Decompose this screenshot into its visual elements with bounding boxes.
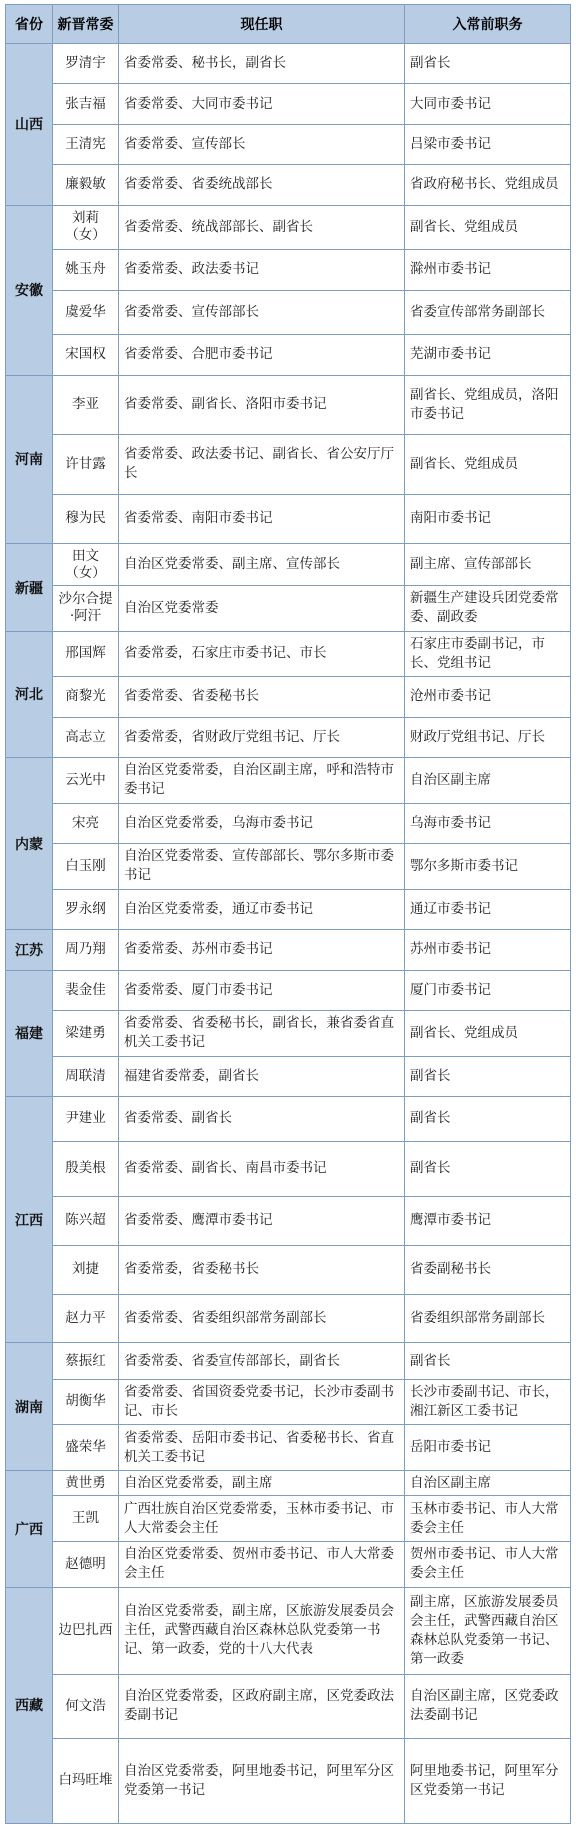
previous-post-cell: 自治区副主席 [405, 1470, 571, 1496]
previous-post-cell: 沧州市委书记 [405, 677, 571, 717]
header-province: 省份 [6, 5, 53, 44]
current-post-cell: 自治区党委常委，副主席 [119, 1470, 405, 1496]
current-post-cell: 自治区党委常委、副主席、宣传部长 [119, 544, 405, 585]
current-post-cell: 省委常委、宣传部长 [119, 124, 405, 164]
province-cell: 河南 [6, 375, 53, 544]
previous-post-cell: 厦门市委书记 [405, 970, 571, 1010]
previous-post-cell: 乌海市委书记 [405, 803, 571, 843]
table-row [6, 758, 571, 804]
member-table [5, 4, 571, 1824]
previous-post-cell: 吕梁市委书记 [405, 124, 571, 164]
name-cell: 廉毅敏 [53, 165, 119, 205]
current-post-cell: 省委常委、副省长、洛阳市委书记 [119, 375, 405, 435]
table-row [6, 677, 571, 717]
name-cell: 边巴扎西 [53, 1587, 119, 1674]
previous-post-cell: 南阳市委书记 [405, 494, 571, 544]
previous-post-cell: 副省长、党组成员 [405, 1010, 571, 1056]
name-cell: 王凯 [53, 1496, 119, 1542]
name-cell: 商黎光 [53, 677, 119, 717]
name-cell: 沙尔合提·阿汗 [53, 585, 119, 631]
previous-post-cell: 贺州市委书记、市人大常委会主任 [405, 1542, 571, 1588]
table-row [6, 1674, 571, 1738]
current-post-cell: 省委常委、厦门市委书记 [119, 970, 405, 1010]
table-row [6, 970, 571, 1010]
name-cell: 梁建勇 [53, 1010, 119, 1056]
previous-post-cell: 省委宣传部常务副部长 [405, 290, 571, 335]
name-cell: 虞爱华 [53, 290, 119, 335]
previous-post-cell: 滁州市委书记 [405, 250, 571, 290]
name-cell: 刘捷 [53, 1245, 119, 1294]
current-post-cell: 省委常委、苏州市委书记 [119, 930, 405, 970]
name-cell: 胡衡华 [53, 1379, 119, 1425]
current-post-cell: 省委常委、统战部部长、副省长 [119, 205, 405, 250]
current-post-cell: 省委常委、省委秘书长 [119, 677, 405, 717]
table-row [6, 435, 571, 495]
table-row [6, 1379, 571, 1425]
name-cell: 陈兴超 [53, 1196, 119, 1245]
previous-post-cell: 副省长 [405, 1056, 571, 1096]
previous-post-cell: 副省长 [405, 1343, 571, 1379]
current-post-cell: 自治区党委常委、宣传部部长、鄂尔多斯市委书记 [119, 844, 405, 890]
current-post-cell: 自治区党委常委，乌海市委书记 [119, 803, 405, 843]
province-cell: 广西 [6, 1470, 53, 1587]
header-row [6, 5, 571, 44]
name-cell: 赵力平 [53, 1294, 119, 1343]
current-post-cell: 自治区党委常委，区政府副主席，区党委政法委副书记 [119, 1674, 405, 1738]
previous-post-cell: 省委组织部常务副部长 [405, 1294, 571, 1343]
previous-post-cell: 省政府秘书长、党组成员 [405, 165, 571, 205]
current-post-cell: 福建省委常委，副省长 [119, 1056, 405, 1096]
name-cell: 姚玉舟 [53, 250, 119, 290]
current-post-cell: 省委常委，石家庄市委书记、市长 [119, 631, 405, 677]
current-post-cell: 省委常委、岳阳市委书记、省委秘书长、省直机关工委书记 [119, 1425, 405, 1471]
current-post-cell: 省委常委、秘书长，副省长 [119, 44, 405, 84]
current-post-cell: 自治区党委常委，通辽市委书记 [119, 889, 405, 929]
table-row [6, 1245, 571, 1294]
province-cell: 山西 [6, 44, 53, 206]
current-post-cell: 省委常委、大同市委书记 [119, 84, 405, 124]
table-row [6, 889, 571, 929]
table-row [6, 1542, 571, 1588]
previous-post-cell: 大同市委书记 [405, 84, 571, 124]
current-post-cell: 省委常委、鹰潭市委书记 [119, 1196, 405, 1245]
table-row [6, 585, 571, 631]
previous-post-cell: 副省长、党组成员，洛阳市委书记 [405, 375, 571, 435]
name-cell: 高志立 [53, 717, 119, 757]
table-body [6, 44, 571, 1824]
previous-post-cell: 苏州市委书记 [405, 930, 571, 970]
province-cell: 福建 [6, 970, 53, 1096]
name-cell: 穆为民 [53, 494, 119, 544]
previous-post-cell: 副省长 [405, 44, 571, 84]
previous-post-cell: 副省长、党组成员 [405, 435, 571, 495]
previous-post-cell: 副省长 [405, 1141, 571, 1196]
name-cell: 尹建业 [53, 1096, 119, 1141]
current-post-cell: 省委常委，省委秘书长 [119, 1245, 405, 1294]
table-row [6, 930, 571, 970]
previous-post-cell: 芜湖市委书记 [405, 335, 571, 375]
name-cell: 白玛旺堆 [53, 1738, 119, 1823]
table-row [6, 44, 571, 84]
header-previous: 入常前职务 [405, 5, 571, 44]
table-row [6, 1587, 571, 1674]
table-row [6, 250, 571, 290]
name-cell: 何文浩 [53, 1674, 119, 1738]
name-cell: 裴金佳 [53, 970, 119, 1010]
province-cell: 江苏 [6, 930, 53, 970]
previous-post-cell: 鄂尔多斯市委书记 [405, 844, 571, 890]
previous-post-cell: 自治区副主席，区党委政法委副书记 [405, 1674, 571, 1738]
table-row [6, 1056, 571, 1096]
previous-post-cell: 自治区副主席 [405, 758, 571, 804]
table-row [6, 544, 571, 585]
table-row [6, 1010, 571, 1056]
header-current: 现任职 [119, 5, 405, 44]
province-cell: 新疆 [6, 544, 53, 631]
current-post-cell: 自治区党委常委，自治区副主席，呼和浩特市委书记 [119, 758, 405, 804]
name-cell: 宋亮 [53, 803, 119, 843]
previous-post-cell: 副主席，区旅游发展委员会主任，武警西藏自治区森林总队党委第一书记、第一政委 [405, 1587, 571, 1674]
table-row [6, 165, 571, 205]
previous-post-cell: 石家庄市委副书记，市长、党组书记 [405, 631, 571, 677]
table-row [6, 803, 571, 843]
current-post-cell: 省委常委、省委组织部常务副部长 [119, 1294, 405, 1343]
current-post-cell: 自治区党委常委，阿里地委书记，阿里军分区党委第一书记 [119, 1738, 405, 1823]
name-cell: 王清宪 [53, 124, 119, 164]
name-cell: 盛荣华 [53, 1425, 119, 1471]
table-row [6, 1470, 571, 1496]
province-cell: 江西 [6, 1096, 53, 1343]
table-row [6, 1738, 571, 1823]
previous-post-cell: 通辽市委书记 [405, 889, 571, 929]
table-row [6, 124, 571, 164]
name-cell: 田文（女） [53, 544, 119, 585]
current-post-cell: 省委常委，省财政厅党组书记、厅长 [119, 717, 405, 757]
name-cell: 云光中 [53, 758, 119, 804]
province-cell: 湖南 [6, 1343, 53, 1471]
name-cell: 蔡振红 [53, 1343, 119, 1379]
previous-post-cell: 长沙市委副书记、市长，湘江新区工委书记 [405, 1379, 571, 1425]
current-post-cell: 省委常委、政法委书记、副省长、省公安厅厅长 [119, 435, 405, 495]
current-post-cell: 自治区党委常委 [119, 585, 405, 631]
province-cell: 西藏 [6, 1587, 53, 1823]
name-cell: 宋国权 [53, 335, 119, 375]
previous-post-cell: 财政厅党组书记、厅长 [405, 717, 571, 757]
table-row [6, 631, 571, 677]
table-row [6, 1196, 571, 1245]
name-cell: 黄世勇 [53, 1470, 119, 1496]
province-cell: 河北 [6, 631, 53, 757]
table-row [6, 494, 571, 544]
previous-post-cell: 副省长、党组成员 [405, 205, 571, 250]
current-post-cell: 省委常委、副省长 [119, 1096, 405, 1141]
table-row [6, 717, 571, 757]
table-row [6, 1141, 571, 1196]
table-row [6, 375, 571, 435]
current-post-cell: 省委常委、省委宣传部部长，副省长 [119, 1343, 405, 1379]
name-cell: 赵德明 [53, 1542, 119, 1588]
previous-post-cell: 新疆生产建设兵团党委常委、副政委 [405, 585, 571, 631]
province-cell: 内蒙 [6, 758, 53, 930]
name-cell: 许甘露 [53, 435, 119, 495]
previous-post-cell: 阿里地委书记，阿里军分区党委第一书记 [405, 1738, 571, 1823]
name-cell: 刘莉（女） [53, 205, 119, 250]
table-header [6, 5, 571, 44]
name-cell: 张吉福 [53, 84, 119, 124]
province-cell: 安徽 [6, 205, 53, 375]
table-row [6, 1496, 571, 1542]
table-row [6, 1425, 571, 1471]
current-post-cell: 省委常委、省委秘书长，副省长，兼省委省直机关工委书记 [119, 1010, 405, 1056]
table-row [6, 205, 571, 250]
name-cell: 罗永纲 [53, 889, 119, 929]
previous-post-cell: 玉林市委书记、市人大常委会主任 [405, 1496, 571, 1542]
current-post-cell: 自治区党委常委，副主席，区旅游发展委员会主任，武警西藏自治区森林总队党委第一书记、第一政委，党的十八大代表 [119, 1587, 405, 1674]
table-row [6, 1096, 571, 1141]
previous-post-cell: 副省长 [405, 1096, 571, 1141]
name-cell: 罗清宇 [53, 44, 119, 84]
current-post-cell: 省委常委、南阳市委书记 [119, 494, 405, 544]
current-post-cell: 省委常委、合肥市委书记 [119, 335, 405, 375]
table-row [6, 84, 571, 124]
name-cell: 殷美根 [53, 1141, 119, 1196]
table-row [6, 1343, 571, 1379]
table-row [6, 844, 571, 890]
name-cell: 邢国辉 [53, 631, 119, 677]
previous-post-cell: 省委副秘书长 [405, 1245, 571, 1294]
previous-post-cell: 岳阳市委书记 [405, 1425, 571, 1471]
name-cell: 李亚 [53, 375, 119, 435]
current-post-cell: 省委常委、政法委书记 [119, 250, 405, 290]
current-post-cell: 省委常委、省国资委党委书记，长沙市委副书记、市长 [119, 1379, 405, 1425]
current-post-cell: 自治区党委常委、贺州市委书记、市人大常委会主任 [119, 1542, 405, 1588]
name-cell: 白玉刚 [53, 844, 119, 890]
current-post-cell: 省委常委、副省长、南昌市委书记 [119, 1141, 405, 1196]
table-row [6, 335, 571, 375]
name-cell: 周乃翔 [53, 930, 119, 970]
name-cell: 周联清 [53, 1056, 119, 1096]
table-row [6, 1294, 571, 1343]
header-name: 新晋常委 [53, 5, 119, 44]
previous-post-cell: 鹰潭市委书记 [405, 1196, 571, 1245]
current-post-cell: 广西壮族自治区党委常委，玉林市委书记、市人大常委会主任 [119, 1496, 405, 1542]
previous-post-cell: 副主席、宣传部部长 [405, 544, 571, 585]
current-post-cell: 省委常委、省委统战部长 [119, 165, 405, 205]
current-post-cell: 省委常委、宣传部部长 [119, 290, 405, 335]
table-row [6, 290, 571, 335]
